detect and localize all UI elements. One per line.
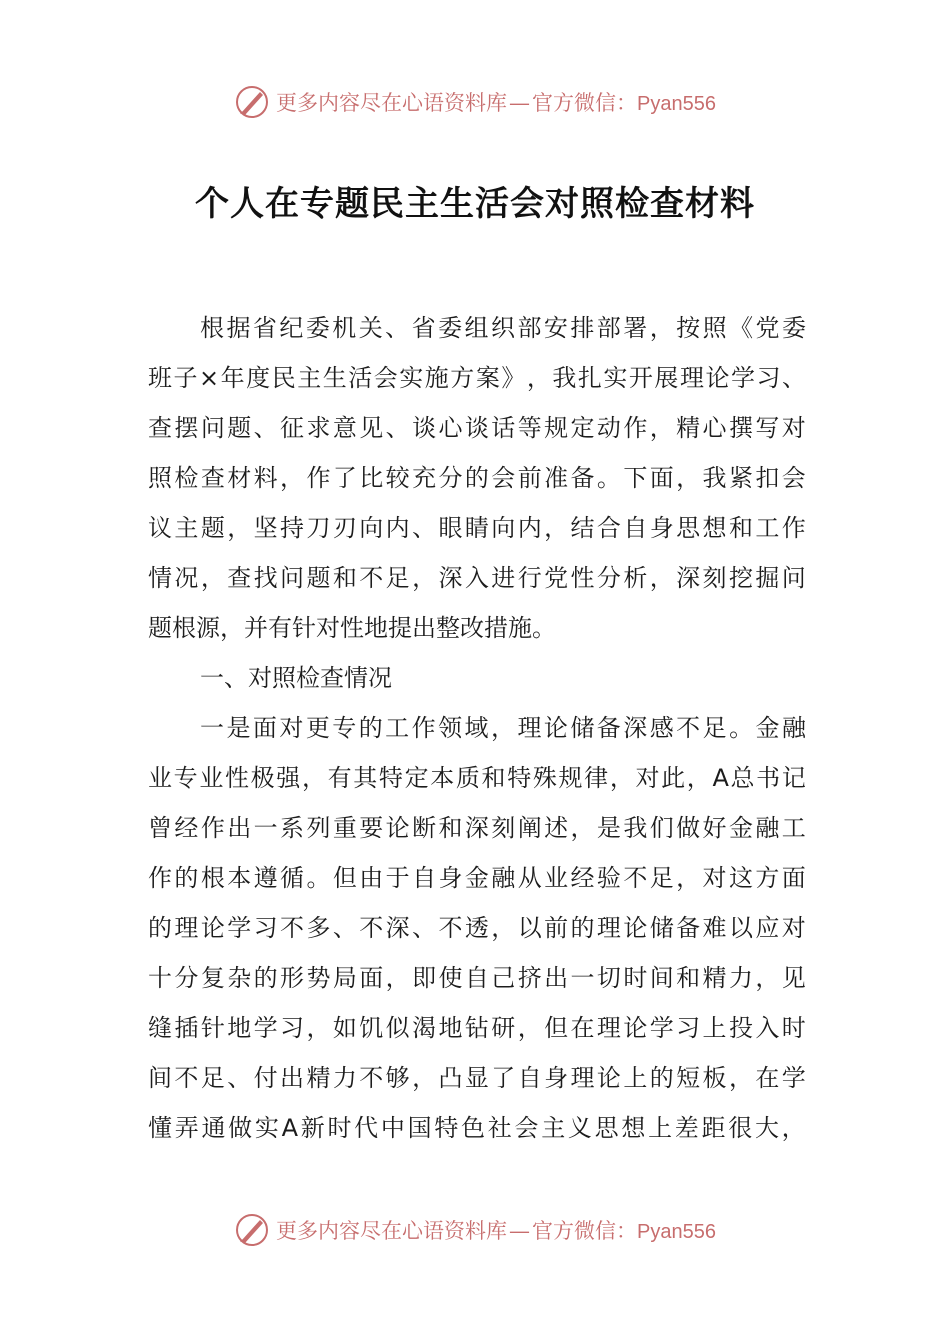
paragraph-line: 十 分 复 杂 的 形 势 局 面 ， 即 使 自 己 挤 出 一 切 时 间 和 精 力 ， 见 — [148, 964, 806, 992]
watermark-wechat-id: Pyan556 — [637, 93, 716, 115]
paragraph-line: 情 况 ， 查 找 问 题 和 不 足 ， 深 入 进 行 党 性 分 析 ， 深 刻 挖 掘 问 — [148, 564, 806, 592]
paragraph-line: 题根源，并有针对性地提出整改措施。 — [148, 614, 556, 642]
document-body — [148, 303, 806, 1153]
paragraph-line: 一 是 面 对 更 专 的 工 作 领 域 ， 理 论 储 备 深 感 不 足 。 金 融 — [200, 714, 806, 742]
watermark-text: 更多内容尽在心语资料库 — [276, 91, 508, 115]
document-title: 个人在专题民主生活会对照检查材料 — [195, 184, 755, 224]
watermark-wechat-id: Pyan556 — [637, 1221, 716, 1243]
watermark-official-label: 官方微信： — [532, 1219, 638, 1243]
paragraph-line: 作 的 根 本 遵 循 。 但 由 于 自 身 金 融 从 业 经 验 不 足 ， 对 这 方 面 — [148, 864, 806, 892]
watermark-separator: — — [509, 1219, 531, 1243]
watermark-text: 更多内容尽在心语资料库 — [276, 1219, 508, 1243]
paragraph-line: 照 检 查 材 料 ， 作 了 比 较 充 分 的 会 前 准 备 。 下 面 ， 我 紧 扣 会 — [148, 464, 806, 492]
watermark-separator: — — [509, 91, 531, 115]
paragraph-line: 缝 插 针 地 学 习 ， 如 饥 似 渴 地 钻 研 ， 但 在 理 论 学 习 上 投 入 时 — [148, 1014, 806, 1042]
paragraph-line: 懂 弄 通 做 实 A 新 时 代 中 国 特 色 社 会 主 义 思 想 上 差 距 很 大 ， — [148, 1114, 806, 1142]
paragraph-line: 议 主 题 ， 坚 持 刀 刃 向 内 、 眼 睛 向 内 ， 结 合 自 身 思 想 和 工 作 — [148, 514, 806, 542]
paragraph-line: 班 子 × 年 度 民 主 生 活 会 实 施 方 案 》 ， 我 扎 实 开 展 理 论 学 习 、 — [148, 364, 806, 392]
pen-logo-icon — [234, 84, 270, 120]
paragraph-line: 的 理 论 学 习 不 多 、 不 深 、 不 透 ， 以 前 的 理 论 储 备 难 以 应 对 — [148, 914, 806, 942]
watermark-header — [0, 82, 950, 122]
paragraph-line: 业 专 业 性 极 强 ， 有 其 特 定 本 质 和 特 殊 规 律 ， 对 此 ， A 总 书 记 — [148, 764, 806, 792]
paragraph-line: 间 不 足 、 付 出 精 力 不 够 ， 凸 显 了 自 身 理 论 上 的 短 板 ， 在 学 — [148, 1064, 806, 1092]
section-heading: 一、对照检查情况 — [200, 664, 392, 692]
paragraph-line: 根 据 省 纪 委 机 关 、 省 委 组 织 部 安 排 部 署 ， 按 照 《 党 委 — [200, 314, 806, 342]
pen-logo-icon — [234, 1212, 270, 1248]
paragraph-line: 曾 经 作 出 一 系 列 重 要 论 断 和 深 刻 阐 述 ， 是 我 们 做 好 金 融 工 — [148, 814, 806, 842]
paragraph-line: 查 摆 问 题 、 征 求 意 见 、 谈 心 谈 话 等 规 定 动 作 ， 精 心 撰 写 对 — [148, 414, 806, 442]
watermark-footer — [0, 1210, 950, 1250]
watermark-official-label: 官方微信： — [532, 91, 638, 115]
